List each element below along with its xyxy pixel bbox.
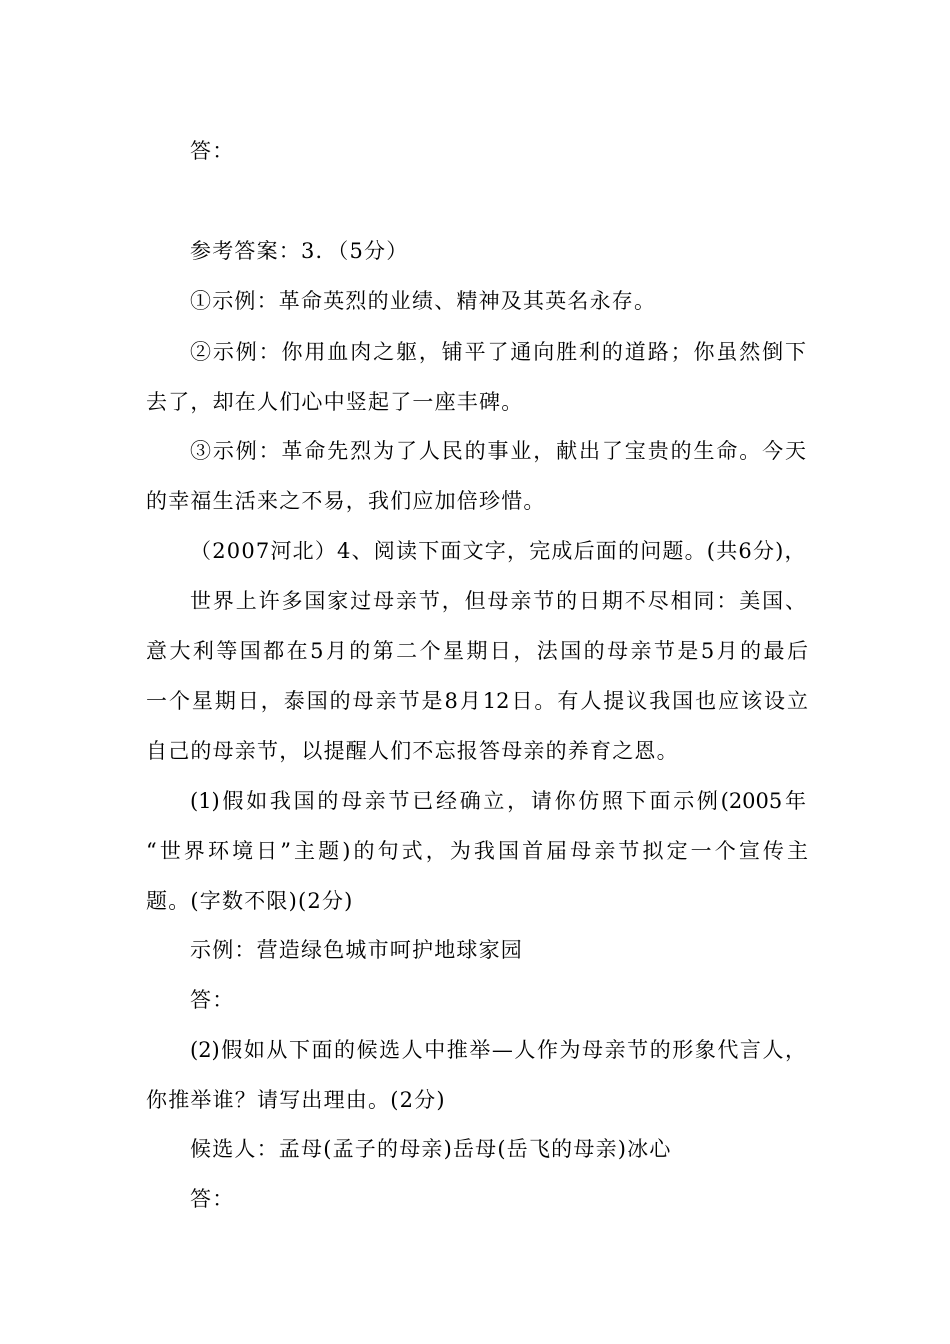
example-3-line-1: ③示例：革命先烈为了人民的事业，献出了宝贵的生命。今天 bbox=[190, 439, 806, 463]
subquestion-2-line-2: 你推举谁？请写出理由。(2分) bbox=[146, 1088, 446, 1112]
answer-label-1: 答： bbox=[190, 139, 235, 163]
answer-label-2: 答： bbox=[190, 988, 235, 1012]
reference-answer-heading: 参考答案：3．（5分） bbox=[190, 239, 409, 263]
passage-line-3: 一个星期日，泰国的母亲节是8月12日。有人提议我国也应该设立 bbox=[146, 689, 808, 713]
example-3-line-2: 的幸福生活来之不易，我们应加倍珍惜。 bbox=[146, 489, 546, 513]
candidates-line: 候选人：孟母(孟子的母亲)岳母(岳飞的母亲)冰心 bbox=[190, 1137, 672, 1161]
subquestion-1-line-1: (1)假如我国的母亲节已经确立，请你仿照下面示例(2005年 bbox=[190, 789, 806, 813]
passage-line-1: 世界上许多国家过母亲节，但母亲节的日期不尽相同：美国、 bbox=[190, 589, 806, 613]
subquestion-1-line-3: 题。(字数不限)(2分) bbox=[146, 889, 354, 913]
answer-label-3: 答： bbox=[190, 1187, 235, 1211]
subquestion-1-line-2: “世界环境日”主题)的句式，为我国首届母亲节拟定一个宣传主 bbox=[146, 839, 808, 863]
subquestion-2-line-1: (2)假如从下面的候选人中推举—人作为母亲节的形象代言人， bbox=[190, 1038, 806, 1062]
example-2-line-1: ②示例：你用血肉之躯，铺平了通向胜利的道路；你虽然倒下 bbox=[190, 340, 806, 364]
question-4-heading: （2007河北）4、阅读下面文字，完成后面的问题。(共6分)， bbox=[190, 539, 807, 563]
slogan-example: 示例：营造绿色城市呵护地球家园 bbox=[190, 938, 523, 962]
example-1: ①示例：革命英烈的业绩、精神及其英名永存。 bbox=[190, 289, 657, 313]
passage-line-2: 意大利等国都在5月的第二个星期日，法国的母亲节是5月的最后 bbox=[146, 639, 808, 663]
passage-line-4: 自己的母亲节，以提醒人们不忘报答母亲的养育之恩。 bbox=[146, 739, 679, 763]
example-2-line-2: 去了，却在人们心中竖起了一座丰碑。 bbox=[146, 390, 524, 414]
